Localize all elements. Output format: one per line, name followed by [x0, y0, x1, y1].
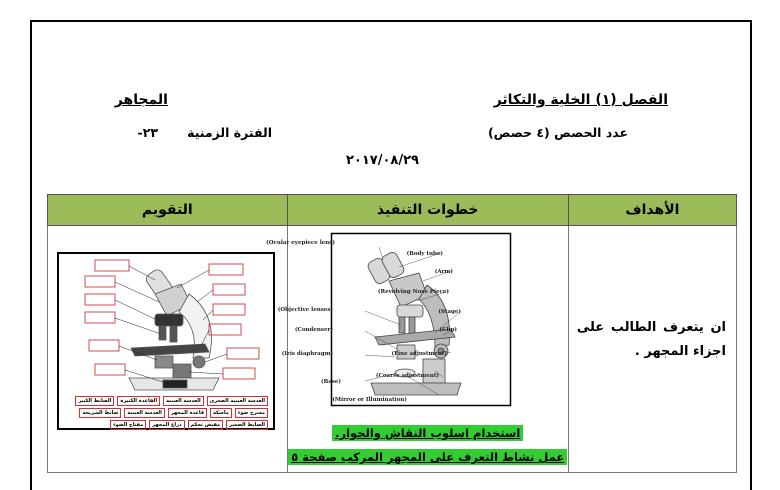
- label-base: (Base): [320, 379, 341, 385]
- label-coarse-adjustment: (Coarse adjustment): [375, 373, 439, 379]
- sessions-count: عدد الحصص (٤ حصص): [487, 125, 628, 140]
- answer-chip: مسرح ضوء: [235, 408, 268, 418]
- evaluation-cell: [48, 226, 288, 473]
- answer-chip: ضابط الشريحة: [79, 408, 121, 418]
- answer-chip: العدسة العينية: [163, 396, 204, 406]
- header-objectives: الأهداف: [568, 195, 736, 226]
- header-steps: خطوات التنفيذ: [287, 195, 568, 226]
- step-note-1-wrap: [288, 422, 568, 441]
- label-objective: (Objective lenses): [277, 307, 333, 313]
- lesson-subject: المجاهر: [114, 92, 168, 108]
- answer-chip: العدسة العينية: [124, 408, 165, 418]
- header-evaluation: التقويم: [48, 195, 288, 226]
- period-label: الفترة الزمنية: [187, 125, 272, 140]
- label-nosepiece: (Revolving Nose Piece): [377, 289, 449, 295]
- answer-chip: ماسكة: [210, 408, 232, 418]
- objective-cell: [568, 226, 736, 473]
- step-note-activity: عمل نشاط التعرف على المجهر المركب صفحة ٥: [288, 449, 567, 465]
- answer-chip: مفتاح الضوء: [110, 420, 146, 430]
- label-iris-diaphragm: (Iris diaphragm): [281, 351, 333, 357]
- label-condenser: (Condenser): [294, 327, 333, 333]
- label-fine-adjustment: (Fine adjustment): [391, 351, 447, 357]
- step-note-discussion: استخدام اسلوب النقاش والحوار.: [332, 425, 523, 441]
- answer-bank: [63, 396, 268, 430]
- period-value: ٢٣-: [137, 125, 158, 140]
- evaluation-worksheet: [57, 252, 275, 430]
- label-body-tube: (Body tube): [406, 251, 443, 257]
- answer-chip: القاعدة الكبيرة: [117, 396, 160, 406]
- lesson-date: ٢٠١٧/٠٨/٢٩: [346, 153, 419, 168]
- blank-microscope-diagram: [59, 254, 272, 394]
- answer-chip: العدسة العينية الصغرى: [207, 396, 268, 406]
- objective-text: ان يتعرف الطالب على اجزاء المجهر .: [576, 320, 726, 359]
- answer-chip: قاعدة المجهر: [168, 408, 207, 418]
- step-note-2-wrap: [288, 446, 568, 465]
- answer-chip: ذراع المجهر: [149, 420, 184, 430]
- answer-chip: مقبض تحكم: [188, 420, 224, 430]
- label-ocular: (Ocular eyepiece lens): [265, 240, 335, 246]
- label-stage: (Stage): [437, 309, 461, 315]
- label-arm: (Arm): [434, 269, 453, 275]
- answer-chip: الضابط الكبير: [75, 396, 114, 406]
- answer-chip: الضابط الصغير: [226, 420, 268, 430]
- chapter-title: الفصل (١) الخلية والتكاثر: [493, 92, 668, 108]
- label-clip: (Clip): [438, 327, 457, 333]
- label-mirror: (Mirror or Illumination): [331, 397, 407, 403]
- lesson-table: [47, 194, 737, 473]
- labeled-microscope-diagram: [265, 233, 511, 406]
- steps-cell: [265, 226, 568, 473]
